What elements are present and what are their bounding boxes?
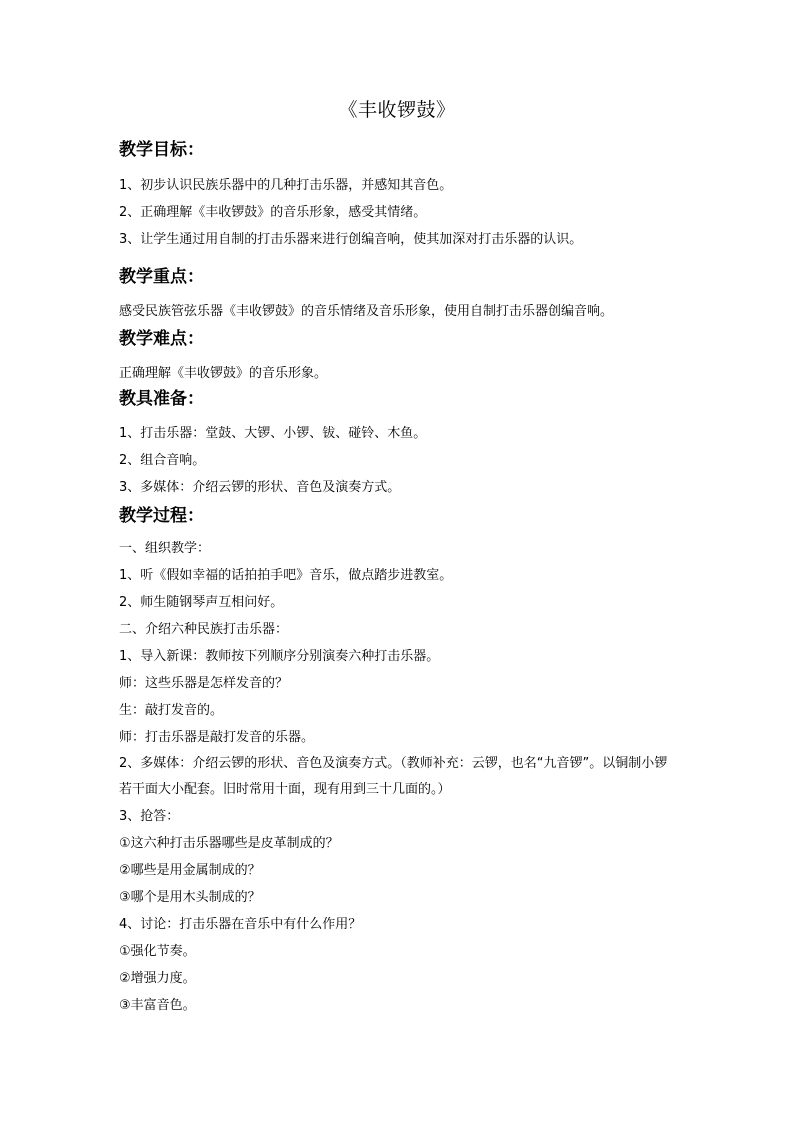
section-teaching-process	[119, 504, 679, 1019]
paragraph: 2、多媒体：介绍云锣的形状、音色及演奏方式。（教师补充：云锣，也名“九音锣”。以铜制小锣若干面大小配套。旧时常用十面，现有用到三十几面的。）	[119, 756, 668, 797]
paragraph: 1、听《假如幸福的话拍拍手吧》音乐，做点踏步进教室。	[119, 568, 453, 583]
section-materials	[119, 387, 679, 504]
paragraph: ③哪个是用木头制成的？	[119, 890, 261, 905]
paragraph: 2、师生随钢琴声互相问好。	[119, 595, 284, 610]
paragraph: 2、正确理解《丰收锣鼓》的音乐形象，感受其情绪。	[119, 205, 427, 220]
paragraph: 1、初步认识民族乐器中的几种打击乐器，并感知其音色。	[119, 178, 453, 193]
section-key-points	[119, 265, 679, 327]
paragraph: 3、多媒体：介绍云锣的形状、音色及演奏方式。	[119, 480, 401, 495]
paragraph: 4、讨论：打击乐器在音乐中有什么作用？	[119, 917, 362, 932]
section-heading: 教学重点：	[119, 267, 204, 287]
paragraph: 1、导入新课：教师按下列顺序分别演奏六种打击乐器。	[119, 649, 440, 664]
paragraph: 3、抢答：	[119, 809, 180, 824]
paragraph: ①强化节奏。	[119, 944, 196, 959]
paragraph: 二、介绍六种民族打击乐器：	[119, 622, 289, 637]
section-teaching-objectives	[119, 136, 679, 265]
document-body	[119, 136, 679, 1019]
paragraph: ②哪些是用金属制成的？	[119, 863, 261, 878]
paragraph: 2、组合音响。	[119, 453, 206, 468]
paragraph: 一、组织教学：	[119, 541, 211, 556]
document-title: 《丰收锣鼓》	[338, 99, 456, 121]
paragraph: 3、让学生通过用自制的打击乐器来进行创编音响，使其加深对打击乐器的认识。	[119, 232, 583, 247]
paragraph: ②增强力度。	[119, 971, 196, 986]
paragraph: 1、打击乐器：堂鼓、大锣、小锣、钹、碰铃、木鱼。	[119, 426, 427, 441]
section-heading: 教具准备：	[119, 389, 204, 409]
section-difficulties	[119, 327, 679, 387]
paragraph: 正确理解《丰收锣鼓》的音乐形象。	[119, 366, 328, 381]
paragraph: 师：打击乐器是敲打发音的乐器。	[119, 730, 315, 745]
section-heading: 教学难点：	[119, 329, 204, 349]
section-heading: 教学目标：	[119, 140, 204, 160]
paragraph: 感受民族管弦乐器《丰收锣鼓》的音乐情绪及音乐形象，使用自制打击乐器创编音响。	[119, 304, 614, 319]
section-heading: 教学过程：	[119, 506, 204, 526]
paragraph: 生：敲打发音的。	[119, 703, 224, 718]
paragraph: ③丰富音色。	[119, 998, 196, 1013]
paragraph: 师：这些乐器是怎样发音的？	[119, 676, 289, 691]
paragraph: ①这六种打击乐器哪些是皮革制成的？	[119, 836, 339, 851]
